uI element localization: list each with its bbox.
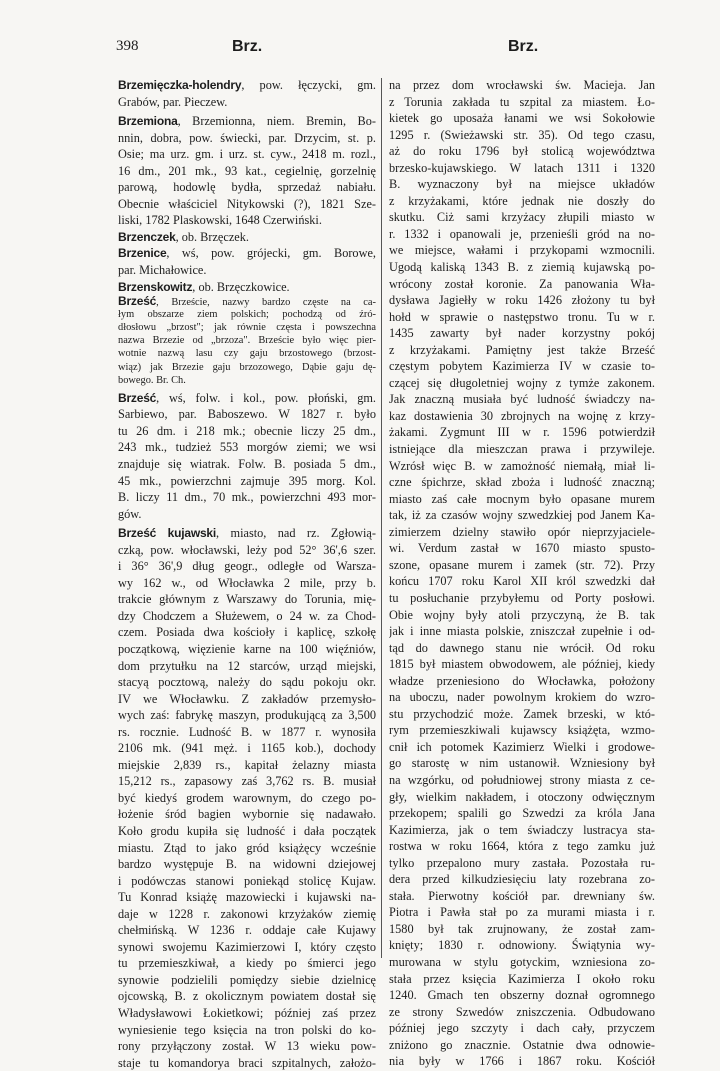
text-line: Osie; ma urz. gm. i urz. st. cyw., 2418 m. rozl., xyxy=(118,147,376,162)
text-line: Piotra i Pawła stał po za murami miasta i r. xyxy=(389,905,655,920)
text-line: czem. Posiada dwa kościoły i kaplicę, szkołę xyxy=(118,625,376,640)
column-divider xyxy=(381,78,382,958)
text-line: r. 1332 i opanowali je, przenieśli gród na no- xyxy=(389,226,655,241)
text-line: ze strony Szwedów zniszczenia. Odbudowano xyxy=(389,1004,655,1019)
text-line: tak, iż za czasów wojny szwedzkiej pod Janem Ka- xyxy=(389,508,655,523)
text-line: 1295 r. (Swieżawski str. 35). Od tego czasu, xyxy=(389,127,655,142)
text-line: być kiedyś grodem warownym, do czego po- xyxy=(118,790,376,805)
entry-headword: Brześć xyxy=(118,295,157,309)
text-line: czką, pow. włocławski, leży pod 52° 36',6 szer. xyxy=(118,542,376,557)
text-line: stu przychodzić może. Zamek brzeski, w któ- xyxy=(389,706,655,721)
text-line: brzesko-kujawskiego. W latach 1311 i 1320 xyxy=(389,160,655,175)
text-line: na wzgórku, od południowej strony miasta z ce- xyxy=(389,772,655,787)
text-line: skutku. Ciż sami krzyżacy złupili miasto w xyxy=(389,210,655,225)
text-line: łym obszarze ziem polskich; pochodzą od źró- xyxy=(118,309,376,321)
text-line: Ugodą kaliską 1343 B. z ziemią kujawską po- xyxy=(389,260,655,275)
text-line: dysława Jagiełły w roku 1426 złożony tu był xyxy=(389,293,655,308)
text-line: wrócony został koronie. Za panowania Wła- xyxy=(389,276,655,291)
text-line: synowie podzielili pomiędzy siebie dzielnicę xyxy=(118,972,376,987)
text-line: Grabów, par. Pieczew. xyxy=(118,94,228,109)
text-line: B. wyznaczony był na miejsce układów xyxy=(389,177,655,192)
page-header xyxy=(0,38,720,64)
text-line: 1580 był tak zrujnowany, że został zam- xyxy=(389,921,655,936)
text-line: szone, opasane murem i zamek (str. 72). Przy xyxy=(389,557,655,572)
text-line: tąd do dawnego stanu nie wrócił. Od roku xyxy=(389,640,655,655)
text-line: gły, wielkim nakładem, i otoczony odwięcznym xyxy=(389,789,655,804)
text-line: trakcie głównym z Warszawy do Torunia, mię- xyxy=(118,592,376,607)
text-line: go starostę w nim ustanowił. Wzniesiony był xyxy=(389,756,655,771)
text-line: 1240. Gmach ten obszerny doznał ogromnego xyxy=(389,988,655,1003)
text-line: 243 mk., tudzież 553 morgów ziemi; we wsi xyxy=(118,440,376,455)
text-line: chełmińską. W 1236 r. oddaje całe Kujawy xyxy=(118,923,376,938)
text-line: staje tu komandorya braci szpitalnych, założo- xyxy=(118,1055,376,1070)
entry-headword: Brzemięczka-holendry xyxy=(118,78,242,92)
text-line: kaz dostawienia 30 zbrojnych na wojnę z krzy- xyxy=(389,408,655,423)
text-line: częstym pobytem Kazimierza IV w czasie to- xyxy=(389,359,655,374)
text-line: rony przyłączony został. W 13 wieku pow- xyxy=(118,1039,376,1054)
text-line: 45 mk., powierzchni zajmuje 395 morg. Kol. xyxy=(118,473,376,488)
text-line: wyniesienie tego księcia na tron polski do ko- xyxy=(118,1022,376,1037)
text-line: rs. rocznie. Ludność B. w 1877 r. wynosiła xyxy=(118,724,376,739)
text-line: nia były w 1766 i 1867 roku. Kościół xyxy=(389,1054,655,1069)
text-line: z Torunia zakłada tu szpital za miastem. Ło- xyxy=(389,94,655,109)
text-line: knięty; 1830 r. odnowiony. Świątynia wy- xyxy=(389,938,655,953)
text-line: 2106 mk. (941 męż. i 1165 kob.), dochody xyxy=(118,741,376,756)
text-line: murowana w stylu gotyckim, wzniesiona zo- xyxy=(389,954,655,969)
text-line: czącej się długoletniej wojny z tymże zakonem. xyxy=(389,375,655,390)
text-line: ojcowską, B. z okolicznym powiatem dostał się xyxy=(118,989,376,1004)
text-line: stała przez księcia Kazimierza I około roku xyxy=(389,971,655,986)
text-line: Obie wojny były atoli przyczyną, że B. tak xyxy=(389,607,655,622)
text-line: na przez dom wrocławski św. Macieja. Jan xyxy=(389,78,655,92)
text-line: Brzemięczka-holendry, pow. łęczycki, gm. xyxy=(118,78,376,92)
text-line: kietek go uposaża łanami we wsi Sokołowie xyxy=(389,111,655,126)
text-line: Obecnie właściciel Nitykowski (?), 1821 Sze- xyxy=(118,196,376,211)
text-line: we miejsce, wałami i przykopami wzmocnili. xyxy=(389,243,655,258)
text-line: Brzenskowitz, ob. Brzęczkowice. xyxy=(118,279,290,294)
text-line: Brzemiona, Brzemionna, niem. Bremin, Bo- xyxy=(118,114,376,129)
entry-headword: Brześć kujawski xyxy=(118,526,217,541)
text-line: Koło grodu kupiła się ludność i dała początek xyxy=(118,823,376,838)
text-line: aż do roku 1796 był stolicą województwa xyxy=(389,144,655,159)
text-line: Brzenczek, ob. Brzęczek. xyxy=(118,229,249,244)
entry-headword: Brzemiona xyxy=(118,114,178,129)
text-line: zniżono go znacznie. Ostatnie dwa odnowie- xyxy=(389,1037,655,1052)
text-line: B. liczy 11 dm., 70 mk., powierzchni 493 mor- xyxy=(118,490,376,505)
text-line: Tu Konrad książę mazowiecki i kujawski na- xyxy=(118,890,376,905)
text-line: i 36° 36',9 dług geogr., odległe od Warsza- xyxy=(118,559,376,574)
text-line: 15,212 rs., zapasowy zaś 3,762 rs. B. musiał xyxy=(118,774,376,789)
text-line: dom przytułku na 12 starców, urząd miejski, xyxy=(118,658,376,673)
text-line: czne śpichrze, skład zboża i ludność znaczną; xyxy=(389,475,655,490)
text-line: miastu. Ztąd to jako gród książęcy wcześnie xyxy=(118,840,376,855)
left-column xyxy=(118,77,376,1071)
text-line: 1435 zawarty był nader korzystny pokój xyxy=(389,326,655,341)
text-line: na uboczu, nader powolnym krokiem do wzro- xyxy=(389,690,655,705)
text-line: wi. Verdum zastał w 1670 miasto spusto- xyxy=(389,541,655,556)
text-line: przekopem; spalili go Szwedzi za króla Jana xyxy=(389,806,655,821)
text-line: dłosłowu „brzost"; jak równie częsta i powszechna xyxy=(118,322,376,334)
text-line: stacyą pocztową, należy do sądu pokoju okr. xyxy=(118,675,376,690)
text-line: Brześć, wś, folw. i kol., pow. płoński, gm. xyxy=(118,390,376,405)
text-line: bardzo występuje B. na widowni dziejowej xyxy=(118,857,376,872)
text-line: 1815 był miastem obwodowem, ale później, kiedy xyxy=(389,657,655,672)
text-line: Sarbiewo, par. Baboszewo. W 1827 r. było xyxy=(118,407,376,422)
text-line: Brześć kujawski, miasto, nad rz. Zgłowią- xyxy=(118,526,376,541)
text-line: miejskie 2,839 rs., kapitał żelazny miasta xyxy=(118,757,376,772)
text-line: Jak znaczną musiała być ludność świadczy na- xyxy=(389,392,655,407)
text-line: par. Michałowice. xyxy=(118,263,207,278)
text-line: Brzenice, wś, pow. grójecki, gm. Borowe, xyxy=(118,246,376,261)
text-line: istniejące dla mieszczan prawa i przywileje. xyxy=(389,442,655,457)
text-line: nazwa Brzezie od „brzoza". Brzeście było więc pier- xyxy=(118,335,376,347)
text-line: końcu 1707 roku Karol XII król szwedzki dał xyxy=(389,574,655,589)
entry-headword: Brześć xyxy=(118,390,157,405)
text-line: wych zaś: fabrykę maszyn, produkującą za 3,500 xyxy=(118,708,376,723)
text-line: i podówczas stanowi poniekąd stolicę Kujaw. xyxy=(118,873,376,888)
text-line: początkową, więzienie karne na 100 więźniów, xyxy=(118,641,376,656)
entry-headword: Brzenice xyxy=(118,246,167,261)
running-head-right: Brz. xyxy=(508,38,539,55)
text-line: wy 162 w., od Włocławka 2 mile, przy b. xyxy=(118,575,376,590)
text-line: bowego. Br. Ch. xyxy=(118,374,186,386)
text-line: hołd w sprawie o następstwo tronu. Tu w r. xyxy=(389,309,655,324)
text-line: IV we Włocławku. Z zakładów przemysło- xyxy=(118,691,376,706)
text-line: łożenie śród bagien wybornie się nadawało. xyxy=(118,807,376,822)
etymology-note xyxy=(118,295,376,387)
text-line: jak i inne miasta polskie, zniszczał zupełnie i od- xyxy=(389,624,655,639)
page-number: 398 xyxy=(116,38,139,54)
text-line: cnił ich potomek Kazimierz Wielki i grodowe- xyxy=(389,739,655,754)
text-line: gów. xyxy=(118,506,142,521)
text-line: Brześć, Brzeście, nazwy bardzo częste na ca- xyxy=(118,295,376,309)
text-line: daje w 1228 r. zakonowi krzyżaków ziemię xyxy=(118,906,376,921)
text-line: nnin, dobra, pow. świecki, par. Drzycim, st. p. xyxy=(118,130,376,145)
text-line: 16 dm., 201 mk., 93 kat., cegielnię, gorzelnię xyxy=(118,163,376,178)
entry-headword: Brzenczek xyxy=(118,229,176,244)
text-line: później jego szczyty i dach cały, przyczem xyxy=(389,1021,655,1036)
text-line: rym przemieszkiwali kujawscy książęta, wzmo- xyxy=(389,723,655,738)
text-line: żakami. Zygmunt III w r. 1596 potwierdził xyxy=(389,425,655,440)
text-line: rostwa w roku 1664, która z tego zamku już xyxy=(389,839,655,854)
text-line: Wzrósł więc B. w zamożność niemałą, miał li- xyxy=(389,458,655,473)
text-line: z krzyżakami. Pamiętny jest także Brześć xyxy=(389,342,655,357)
text-line: wotnie nazwą lasu czy gaju brzostowego (brzost- xyxy=(118,348,376,360)
text-line: z krzyżakami, które jednak nie doszły do xyxy=(389,193,655,208)
text-line: tu przemieszkiwał, a kiedy po śmierci jego xyxy=(118,956,376,971)
text-line: Władysławowi Łokietkowi; później zaś przez xyxy=(118,1006,376,1020)
text-line: tylko przepalono mury zastała. Pozostała ru- xyxy=(389,855,655,870)
text-line: dera przed kilkudziesięciu laty rozebrana zo- xyxy=(389,872,655,887)
text-line: władze przeniesiono do Włocławka, położony xyxy=(389,673,655,688)
text-line: Kazimierza, jak o tem świadczy lustracya sta- xyxy=(389,822,655,837)
text-line: zimierzem dzielny stawiło opór nieprzyjaciele- xyxy=(389,524,655,539)
text-line: synowi swojemu Kazimierzowi I, który często xyxy=(118,939,376,954)
text-line: stała. Pierwotny kościół par. drewniany św. xyxy=(389,888,655,903)
running-head-left: Brz. xyxy=(232,38,263,55)
text-line: miasto zaś całe mocnym było opasane murem xyxy=(389,491,655,506)
entry-headword: Brzenskowitz xyxy=(118,279,193,294)
text-line: tu posłuchanie przybyłemu od Porty posłowi. xyxy=(389,590,655,605)
text-line: liski, 1782 Plaskowski, 1648 Czerwiński. xyxy=(118,213,322,228)
text-line: znajduje się wiatrak. Folw. B. posiada 5 dm., xyxy=(118,456,376,471)
right-column xyxy=(389,77,655,1070)
text-line: dzy Chodczem a Służewem, o 24 w. za Chod- xyxy=(118,608,376,623)
text-line: wiąz) jak Brzezie gaju brzozowego, Dąbie gaju dę- xyxy=(118,361,376,373)
text-line: parową, hodowlę bydła, sprzedaż nabiału. xyxy=(118,180,376,195)
text-line: tu 26 dm. i 218 mk.; obecnie liczy 25 dm., xyxy=(118,423,376,438)
